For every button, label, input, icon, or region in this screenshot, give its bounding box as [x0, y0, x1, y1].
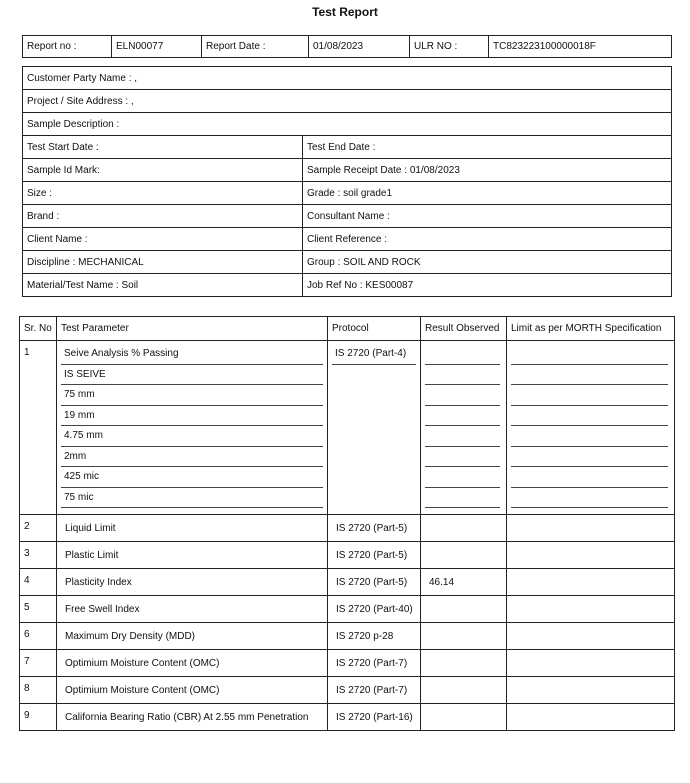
row-sr-no: 9	[20, 704, 57, 731]
row-result	[421, 515, 507, 542]
test-start-date: Test Start Date :	[23, 136, 303, 159]
sieve-line: 425 mic	[61, 467, 323, 488]
blank-line	[511, 426, 668, 447]
table-row	[20, 569, 675, 596]
client-name: Client Name :	[23, 228, 303, 251]
row-result	[421, 542, 507, 569]
col-limit-morth: Limit as per MORTH Specification	[507, 317, 675, 341]
job-ref-no: Job Ref No : KES00087	[303, 274, 672, 297]
material-test-name: Material/Test Name : Soil	[23, 274, 303, 297]
blank-line	[511, 406, 668, 427]
row-protocol: IS 2720 (Part-7)	[328, 650, 421, 677]
blank-line	[425, 467, 500, 488]
sieve-line: 2mm	[61, 447, 323, 468]
sieve-protocol-cell	[328, 341, 421, 515]
sieve-protocol: IS 2720 (Part-4)	[332, 344, 416, 365]
blank-line	[425, 447, 500, 468]
row-result	[421, 596, 507, 623]
test-end-date: Test End Date :	[303, 136, 672, 159]
sample-info-table	[22, 66, 672, 297]
report-date-value: 01/08/2023	[309, 36, 410, 58]
row-limit	[507, 542, 675, 569]
blank-line	[511, 488, 668, 509]
sample-id-mark: Sample Id Mark:	[23, 159, 303, 182]
col-result-observed: Result Observed	[421, 317, 507, 341]
row-sr-no: 8	[20, 677, 57, 704]
ulr-value: TC823223100000018F	[489, 36, 672, 58]
row-test-parameter: Maximum Dry Density (MDD)	[57, 623, 328, 650]
row-result	[421, 650, 507, 677]
blank-line	[511, 447, 668, 468]
blank-line	[425, 344, 500, 365]
report-header-row	[23, 36, 672, 58]
table-row	[20, 704, 675, 731]
sieve-limit-cell	[507, 341, 675, 515]
row-limit	[507, 596, 675, 623]
row-result: 46.14	[421, 569, 507, 596]
row-protocol: IS 2720 (Part-16)	[328, 704, 421, 731]
row-sr-no: 4	[20, 569, 57, 596]
col-sr-no: Sr. No	[20, 317, 57, 341]
client-reference: Client Reference :	[303, 228, 672, 251]
sample-receipt-date: Sample Receipt Date : 01/08/2023	[303, 159, 672, 182]
report-date-label: Report Date :	[202, 36, 309, 58]
row-test-parameter: Plastic Limit	[57, 542, 328, 569]
row-protocol: IS 2720 (Part-5)	[328, 569, 421, 596]
discipline: Discipline : MECHANICAL	[23, 251, 303, 274]
sieve-line: 75 mm	[61, 385, 323, 406]
row-limit	[507, 650, 675, 677]
row-limit	[507, 623, 675, 650]
sieve-line: IS SEIVE	[61, 365, 323, 386]
row-test-parameter: California Bearing Ratio (CBR) At 2.55 mm Penetration	[57, 704, 328, 731]
row-test-parameter: Optimium Moisture Content (OMC)	[57, 677, 328, 704]
row-result	[421, 704, 507, 731]
table-row	[20, 596, 675, 623]
row-limit	[507, 704, 675, 731]
customer-party-name: Customer Party Name : ,	[23, 67, 672, 90]
blank-line	[425, 488, 500, 509]
sample-description: Sample Description :	[23, 113, 672, 136]
blank-line	[511, 344, 668, 365]
row-test-parameter: Liquid Limit	[57, 515, 328, 542]
row-test-parameter: Free Swell Index	[57, 596, 328, 623]
table-row	[20, 650, 675, 677]
group: Group : SOIL AND ROCK	[303, 251, 672, 274]
table-row	[20, 623, 675, 650]
row-protocol: IS 2720 (Part-7)	[328, 677, 421, 704]
sieve-line: 19 mm	[61, 406, 323, 427]
blank-line	[425, 385, 500, 406]
blank-line	[425, 365, 500, 386]
brand: Brand :	[23, 205, 303, 228]
report-header-table	[22, 35, 672, 58]
project-site-address: Project / Site Address : ,	[23, 90, 672, 113]
grade: Grade : soil grade1	[303, 182, 672, 205]
sieve-parameters	[57, 341, 328, 515]
sieve-line: 4.75 mm	[61, 426, 323, 447]
table-row	[20, 677, 675, 704]
size: Size :	[23, 182, 303, 205]
table-row-sieve	[20, 341, 675, 515]
row-protocol: IS 2720 p-28	[328, 623, 421, 650]
sieve-line: Seive Analysis % Passing	[61, 344, 323, 365]
blank-line	[425, 426, 500, 447]
consultant-name: Consultant Name :	[303, 205, 672, 228]
report-title: Test Report	[312, 5, 378, 19]
blank-line	[425, 406, 500, 427]
sieve-sr-no: 1	[20, 341, 57, 515]
row-test-parameter: Optimium Moisture Content (OMC)	[57, 650, 328, 677]
row-protocol: IS 2720 (Part-40)	[328, 596, 421, 623]
row-sr-no: 6	[20, 623, 57, 650]
row-limit	[507, 569, 675, 596]
row-sr-no: 3	[20, 542, 57, 569]
sieve-line: 75 mic	[61, 488, 323, 509]
sieve-result-cell	[421, 341, 507, 515]
col-test-parameter: Test Parameter	[57, 317, 328, 341]
blank-line	[511, 467, 668, 488]
report-no-label: Report no :	[23, 36, 112, 58]
col-protocol: Protocol	[328, 317, 421, 341]
table-row	[20, 542, 675, 569]
row-protocol: IS 2720 (Part-5)	[328, 542, 421, 569]
test-results-table	[19, 316, 675, 731]
report-no-value: ELN00077	[112, 36, 202, 58]
row-limit	[507, 515, 675, 542]
row-sr-no: 7	[20, 650, 57, 677]
blank-line	[511, 385, 668, 406]
row-sr-no: 5	[20, 596, 57, 623]
row-result	[421, 677, 507, 704]
ulr-label: ULR NO :	[410, 36, 489, 58]
row-limit	[507, 677, 675, 704]
blank-line	[511, 365, 668, 386]
row-protocol: IS 2720 (Part-5)	[328, 515, 421, 542]
row-test-parameter: Plasticity Index	[57, 569, 328, 596]
row-result	[421, 623, 507, 650]
table-header-row	[20, 317, 675, 341]
table-row	[20, 515, 675, 542]
row-sr-no: 2	[20, 515, 57, 542]
